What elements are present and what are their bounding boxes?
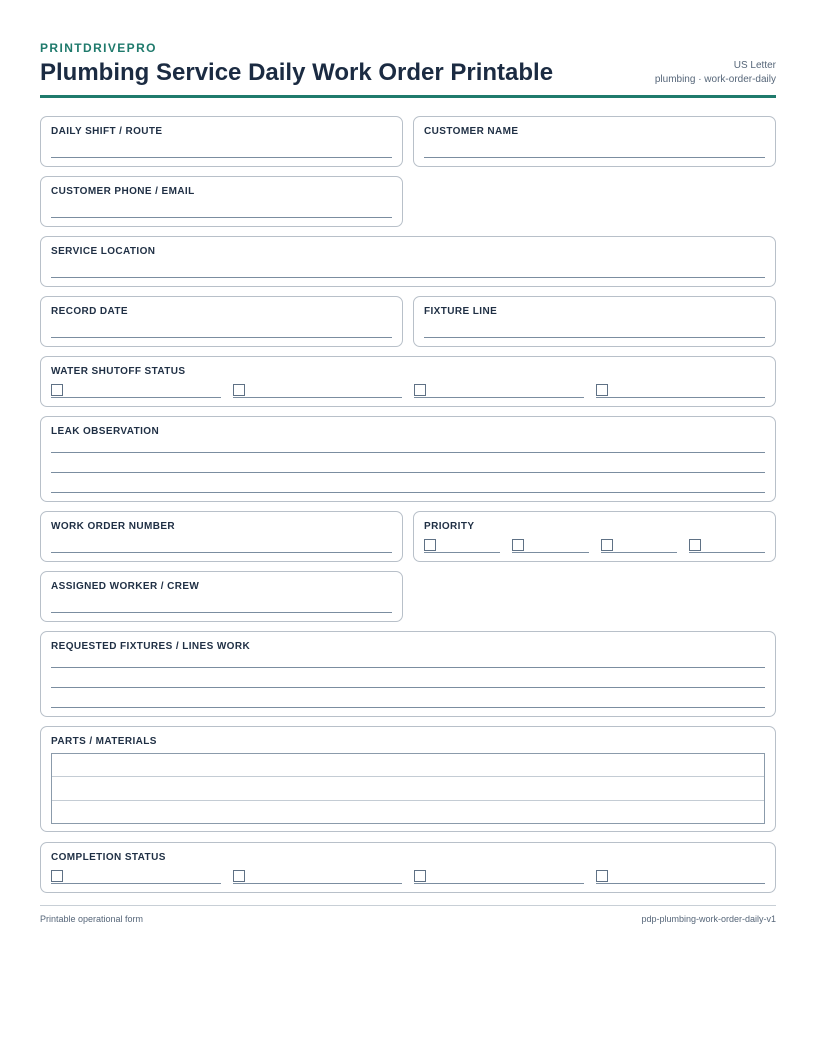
write-line[interactable] xyxy=(51,667,765,668)
write-line[interactable] xyxy=(51,452,765,453)
completion-status-label: COMPLETION STATUS xyxy=(51,852,166,863)
customer-name-field[interactable] xyxy=(413,116,776,167)
write-line[interactable] xyxy=(51,472,765,473)
checkbox-icon[interactable] xyxy=(414,384,426,396)
footer-note: Printable operational form xyxy=(40,914,144,924)
work-order-number-label: WORK ORDER NUMBER xyxy=(51,521,176,532)
priority-option-4[interactable] xyxy=(689,539,765,553)
water-shutoff-status-label: WATER SHUTOFF STATUS xyxy=(51,366,186,377)
requested-fixtures-lines-work-field[interactable] xyxy=(40,631,776,717)
checkbox-icon[interactable] xyxy=(601,539,613,551)
water-shutoff-option-4[interactable] xyxy=(596,384,766,398)
leak-observation-field[interactable] xyxy=(40,416,776,502)
write-line[interactable] xyxy=(424,157,765,158)
checkbox-icon[interactable] xyxy=(414,870,426,882)
write-line[interactable] xyxy=(424,337,765,338)
parts-materials-table xyxy=(51,753,765,824)
table-row[interactable] xyxy=(52,801,764,824)
customer-name-label: CUSTOMER NAME xyxy=(424,126,519,137)
daily-shift-route-label: DAILY SHIFT / ROUTE xyxy=(51,126,163,137)
daily-shift-route-field[interactable] xyxy=(40,116,403,167)
priority-label: PRIORITY xyxy=(424,521,475,532)
completion-status-field xyxy=(40,842,776,893)
write-line[interactable] xyxy=(51,157,392,158)
completion-status-option-3[interactable] xyxy=(414,870,584,884)
customer-phone-email-field[interactable] xyxy=(40,176,403,227)
leak-observation-label: LEAK OBSERVATION xyxy=(51,426,160,437)
checkbox-icon[interactable] xyxy=(51,384,63,396)
customer-phone-email-label: CUSTOMER PHONE / EMAIL xyxy=(51,186,195,197)
priority-option-3[interactable] xyxy=(601,539,677,553)
write-line[interactable] xyxy=(51,217,392,218)
checkbox-icon[interactable] xyxy=(51,870,63,882)
checkbox-icon[interactable] xyxy=(689,539,701,551)
write-line[interactable] xyxy=(51,707,765,708)
write-line[interactable] xyxy=(51,612,392,613)
fixture-line-field[interactable] xyxy=(413,296,776,347)
record-date-field[interactable] xyxy=(40,296,403,347)
checkbox-icon[interactable] xyxy=(233,870,245,882)
form-id: pdp-plumbing-work-order-daily-v1 xyxy=(641,914,776,924)
write-line[interactable] xyxy=(51,277,765,278)
completion-status-option-1[interactable] xyxy=(51,870,221,884)
service-location-label: SERVICE LOCATION xyxy=(51,246,156,257)
page-meta xyxy=(655,59,776,87)
assigned-worker-crew-label: ASSIGNED WORKER / CREW xyxy=(51,581,200,592)
parts-materials-label: PARTS / MATERIALS xyxy=(51,736,157,747)
write-line[interactable] xyxy=(51,492,765,493)
priority-option-2[interactable] xyxy=(512,539,588,553)
completion-status-option-2[interactable] xyxy=(233,870,403,884)
write-line[interactable] xyxy=(51,687,765,688)
parts-materials-field xyxy=(40,726,776,832)
page-header xyxy=(40,40,776,98)
water-shutoff-option-2[interactable] xyxy=(233,384,403,398)
completion-status-option-4[interactable] xyxy=(596,870,766,884)
priority-options xyxy=(424,539,765,553)
page-footer xyxy=(40,905,776,924)
requested-fixtures-lines-work-label: REQUESTED FIXTURES / LINES WORK xyxy=(51,641,251,652)
completion-status-options xyxy=(51,870,765,884)
water-shutoff-status-field xyxy=(40,356,776,407)
checkbox-icon[interactable] xyxy=(233,384,245,396)
water-shutoff-option-3[interactable] xyxy=(414,384,584,398)
checkbox-icon[interactable] xyxy=(596,870,608,882)
checkbox-icon[interactable] xyxy=(512,539,524,551)
work-order-page xyxy=(40,40,776,98)
table-row[interactable] xyxy=(52,754,764,777)
priority-field xyxy=(413,511,776,562)
write-line[interactable] xyxy=(51,337,392,338)
checkbox-icon[interactable] xyxy=(596,384,608,396)
checkbox-icon[interactable] xyxy=(424,539,436,551)
record-date-label: RECORD DATE xyxy=(51,306,128,317)
page-title: Plumbing Service Daily Work Order Printable xyxy=(40,59,554,86)
brand-name: PRINTDRIVEPRO xyxy=(40,41,157,55)
form-tags: plumbing · work-order-daily xyxy=(654,74,776,85)
paper-size: US Letter xyxy=(733,60,776,71)
table-row[interactable] xyxy=(52,777,764,800)
fixture-line-label: FIXTURE LINE xyxy=(424,306,498,317)
work-order-number-field[interactable] xyxy=(40,511,403,562)
water-shutoff-options xyxy=(51,384,765,398)
write-line[interactable] xyxy=(51,552,392,553)
service-location-field[interactable] xyxy=(40,236,776,287)
priority-option-1[interactable] xyxy=(424,539,500,553)
assigned-worker-crew-field[interactable] xyxy=(40,571,403,622)
water-shutoff-option-1[interactable] xyxy=(51,384,221,398)
